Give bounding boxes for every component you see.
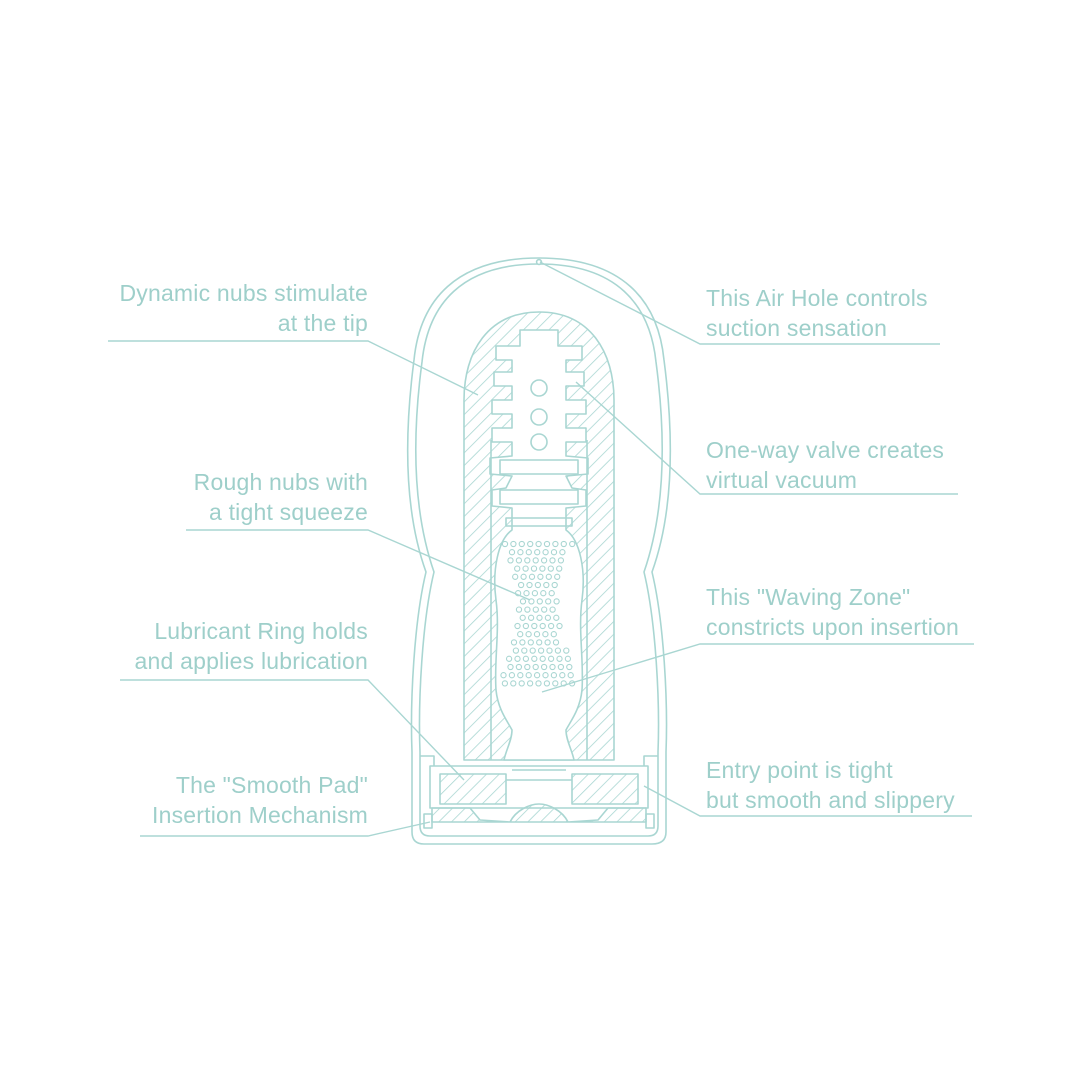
- nub: [523, 656, 528, 661]
- nub: [551, 673, 556, 678]
- nub: [533, 607, 538, 612]
- nub: [515, 623, 520, 628]
- nub: [549, 656, 554, 661]
- nub: [536, 541, 541, 546]
- nub: [536, 681, 541, 686]
- nub: [508, 558, 513, 563]
- nub: [554, 599, 559, 604]
- nub: [537, 640, 542, 645]
- nub: [535, 550, 540, 555]
- nub: [568, 673, 573, 678]
- nub: [537, 615, 542, 620]
- nub: [553, 541, 558, 546]
- nub: [521, 574, 526, 579]
- callout-waving-zone: [706, 582, 959, 642]
- nub: [555, 648, 560, 653]
- nub: [540, 566, 545, 571]
- nub: [528, 640, 533, 645]
- callout-rough-nubs: [194, 467, 368, 527]
- callout-air-hole: [706, 283, 928, 343]
- nub: [513, 574, 518, 579]
- callout-text: virtual vacuum: [706, 467, 858, 493]
- nub: [535, 582, 540, 587]
- nub: [519, 541, 524, 546]
- nub: [526, 550, 531, 555]
- nub: [560, 673, 565, 678]
- nub: [532, 591, 537, 596]
- callout-text: constricts upon insertion: [706, 614, 960, 640]
- callout-text: suction sensation: [706, 315, 888, 341]
- nub: [550, 607, 555, 612]
- nub: [509, 550, 514, 555]
- nub: [558, 664, 563, 669]
- nub: [546, 574, 551, 579]
- nub: [529, 615, 534, 620]
- callout-text: One-way valve creates: [706, 437, 945, 463]
- nub: [535, 673, 540, 678]
- callout-text: but smooth and slippery: [706, 787, 955, 813]
- nub: [544, 541, 549, 546]
- nub: [561, 541, 566, 546]
- callout-text: This Air Hole controls: [706, 285, 928, 311]
- nub: [549, 623, 554, 628]
- nub: [549, 591, 554, 596]
- nub: [564, 648, 569, 653]
- nub: [511, 541, 516, 546]
- nub: [551, 550, 556, 555]
- nub: [553, 640, 558, 645]
- nub: [565, 656, 570, 661]
- callout-text: Dynamic nubs stimulate: [119, 280, 368, 306]
- nub: [539, 648, 544, 653]
- nub: [552, 582, 557, 587]
- smooth-pad: [432, 804, 646, 822]
- callout-dynamic-nubs: [119, 278, 368, 338]
- nub: [542, 607, 547, 612]
- nub: [544, 681, 549, 686]
- nub: [511, 681, 516, 686]
- nub: [511, 640, 516, 645]
- nub: [554, 615, 559, 620]
- nub: [525, 558, 530, 563]
- nub: [501, 673, 506, 678]
- nub: [524, 591, 529, 596]
- callout-text: at the tip: [277, 310, 368, 336]
- nub: [543, 632, 548, 637]
- nub: [518, 673, 523, 678]
- nub: [557, 656, 562, 661]
- nub: [534, 632, 539, 637]
- nub: [557, 566, 562, 571]
- lubricant-ring-right: [572, 774, 638, 804]
- callout-text: Lubricant Ring holds: [154, 618, 368, 644]
- callout-text: a tight squeeze: [208, 499, 368, 525]
- nub: [516, 664, 521, 669]
- lubricant-ring-left: [440, 774, 506, 804]
- nub: [542, 558, 547, 563]
- nub: [522, 648, 527, 653]
- nub: [515, 656, 520, 661]
- callout-smooth-pad: [152, 770, 368, 830]
- callout-text: Entry point is tight: [706, 757, 893, 783]
- nub: [516, 607, 521, 612]
- callout-valve: [706, 435, 944, 495]
- leader-dynamic-nubs: [108, 341, 478, 395]
- nub: [518, 550, 523, 555]
- nub: [546, 599, 551, 604]
- nub: [533, 558, 538, 563]
- nub: [545, 640, 550, 645]
- nub: [528, 541, 533, 546]
- nub: [537, 599, 542, 604]
- nub: [516, 558, 521, 563]
- callout-lubricant-ring: [135, 616, 368, 676]
- nub: [558, 558, 563, 563]
- nub: [551, 632, 556, 637]
- nub: [526, 632, 531, 637]
- nub: [502, 681, 507, 686]
- nub: [526, 673, 531, 678]
- nub: [538, 574, 543, 579]
- callout-text: Rough nubs with: [193, 469, 368, 495]
- nub: [553, 681, 558, 686]
- nub: [525, 607, 530, 612]
- nub: [530, 648, 535, 653]
- nub: [523, 566, 528, 571]
- nub: [532, 656, 537, 661]
- nub: [523, 623, 528, 628]
- nub: [528, 681, 533, 686]
- nub: [557, 623, 562, 628]
- nub: [515, 566, 520, 571]
- nub: [520, 599, 525, 604]
- nub: [527, 582, 532, 587]
- nub: [520, 615, 525, 620]
- nub: [533, 664, 538, 669]
- nub: [548, 566, 553, 571]
- nub: [543, 550, 548, 555]
- nub: [518, 632, 523, 637]
- nub: [509, 673, 514, 678]
- nub: [520, 640, 525, 645]
- nub: [529, 574, 534, 579]
- nub: [502, 541, 507, 546]
- nub: [519, 582, 524, 587]
- nub: [545, 615, 550, 620]
- nub: [540, 623, 545, 628]
- nub: [542, 664, 547, 669]
- nub: [544, 582, 549, 587]
- nub: [540, 656, 545, 661]
- nub: [560, 550, 565, 555]
- nub: [550, 664, 555, 669]
- nub: [567, 664, 572, 669]
- nub: [541, 591, 546, 596]
- callout-entry-point: [706, 755, 955, 815]
- nub: [532, 623, 537, 628]
- nub: [543, 673, 548, 678]
- nub: [508, 664, 513, 669]
- nub: [550, 558, 555, 563]
- callout-text: This "Waving Zone": [706, 584, 911, 610]
- nub: [547, 648, 552, 653]
- nub: [507, 656, 512, 661]
- nub: [513, 648, 518, 653]
- nub: [519, 681, 524, 686]
- nub: [555, 574, 560, 579]
- callout-text: and applies lubrication: [134, 648, 368, 674]
- callout-text: Insertion Mechanism: [152, 802, 368, 828]
- nub: [525, 664, 530, 669]
- callout-text: The "Smooth Pad": [175, 772, 368, 798]
- nub: [570, 541, 575, 546]
- nub: [531, 566, 536, 571]
